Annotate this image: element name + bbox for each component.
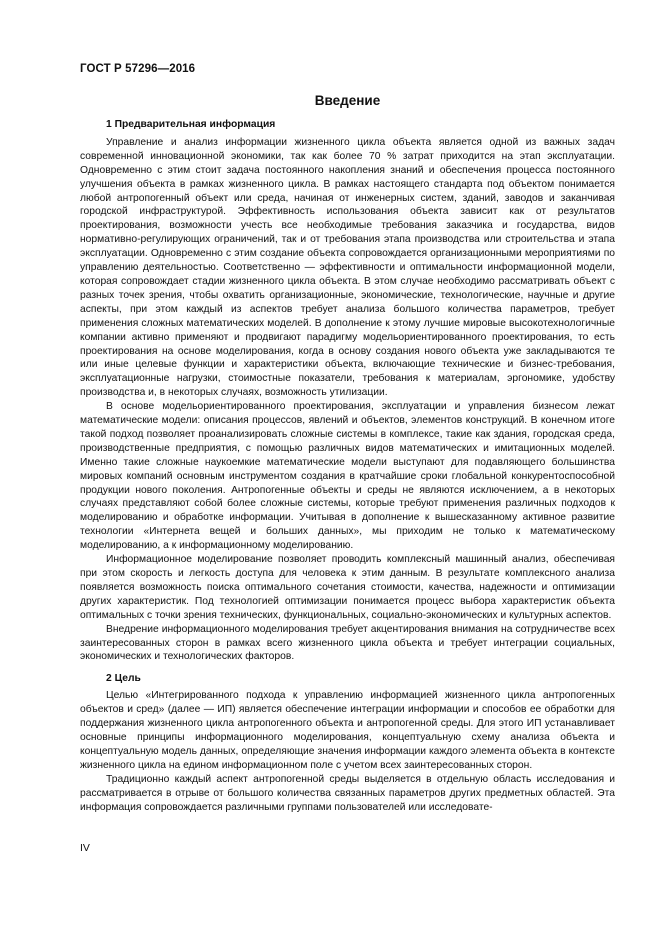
page-title: Введение [314, 93, 381, 108]
paragraph: Внедрение информационного моделирования требует акцентирования внимания на сотрудничестве всех заинтересованных сторон в рамках всего жизненного цикла объекта и требует интеграции социальных, экономических и технологических факторов. [80, 623, 615, 663]
section-heading: 2 Цель [106, 673, 141, 685]
paragraph: Целью «Интегрированного подхода к управлению информацией жизненного цикла антропогенных объектов и сред» (далее — ИП) является обеспечение интеграции информации и способов ее обработки для поддержания жизненного цикла антропогенного объекта и антропогенной среды. Для этого ИП устанавливает основные принципы информационного моделирования, концептуальную схему анализа объекта и концептуальную модель данных, определяющие значения информации каждого элемента объекта в контексте жизненного цикла на едином информационном поле с учетом всех заинтересованных сторон. [80, 690, 615, 771]
document-body [80, 118, 615, 814]
running-header: ГОСТ Р 57296—2016 [80, 63, 196, 75]
paragraph: Традиционно каждый аспект антропогенной среды выделяется в отдельную область исследования и рассматривается в отрыве от большого количества связанных параметров других предметных областей. Эта информация сопровождается различными группами пользователей или исследовате- [80, 773, 615, 813]
section-preliminary-info [80, 118, 615, 664]
section-heading: 1 Предварительная информация [106, 119, 276, 130]
paragraph: В основе модельориентированного проектирования, эксплуатации и управления бизнесом лежат математические модели: описания процессов, явлений и объектов, элементов конструкций. В конечном итоге такой подход позволяет проанализировать сложные системы в комплексе, такие как здания, городская среда, производственные предприятия, с помощью различных видов математических и имитационных моделей. Именно такие сложные наукоемкие математические модели выступают для подавляющего большинства мировых компаний основным инструментом создания в кратчайшие сроки глобальной конкурентоспособной продукции нового поколения. Антропогенные объекты и среды не являются исключением, а в некоторых случаях представляют собой более сложные системы, которые требуют применения различных подходов к моделированию и обработке информации. Учитывая в дополнение к вышесказанному активное развитие технологии «Интернета вещей и больших данных», мы приходим не только к математическому моделированию, а к информационному моделированию. [80, 401, 615, 552]
section-goal [80, 672, 615, 814]
paragraph: Информационное моделирование позволяет проводить комплексный машинный анализ, обеспечивая при этом скорость и легкость доступа для человека к этим данным. В результате комплексного анализа появляется возможность поиска оптимального сочетания стоимости, качества, надежности и оптимизации других характеристик. Под технологией оптимизации понимается процесс выбора характеристик объекта оптимальных с точки зрения технических, функциональных, социально-экономических и культурных аспектов. [80, 554, 615, 621]
paragraph: Управление и анализ информации жизненного цикла объекта является одной из важных задач современной инновационной экономики, так как более 70 % затрат приходится на этап эксплуатации. Одновременно с этим стоит задача постоянного накопления знаний и обеспечения процесса постоянного улучшения объекта в рамках жизненного цикла. В рамках настоящего стандарта под объектом понимается любой антропогенный объект или среда, начиная от инженерных систем, зданий, заводов и заканчивая городской инфраструктурой. Эффективность использования объекта зависит как от результатов проектирования, возможности учесть все необходимые требования заказчика и государства, видов нормативно-регулирующих ограничений, так и от требования этапа производства или строительства и этапа эксплуатации. Одновременно с этим создание объекта сопровождается организационными мероприятиями по управлению деятельностью. Соответственно — эффективности и оптимальности информационной модели, которая сопровождает стадии жизненного цикла объекта. В этом случае необходимо рассматривать объект с разных точек зрения, чтобы охватить организационные, экономические, технологические, научные и другие аспекты, при этом каждый из аспектов требует анализа большого количества параметров, требует применения сложных математических моделей. В дополнение к этому лучшие мировые высокотехнологичные компании активно применяют и продвигают парадигму модельориентированного проектирования, то есть проектирования на основе моделирования, когда в основу создания нового объекта уже закладываются те или иные целевые функции и характеристики объекта, включающие технические и бизнес-требования, эксплуатационные нагрузки, стоимостные показатели, требования к материалам, эргономике, удобству производства и, в некоторых случаях, возможность утилизации. [80, 136, 615, 399]
page-number: IV [80, 842, 90, 854]
